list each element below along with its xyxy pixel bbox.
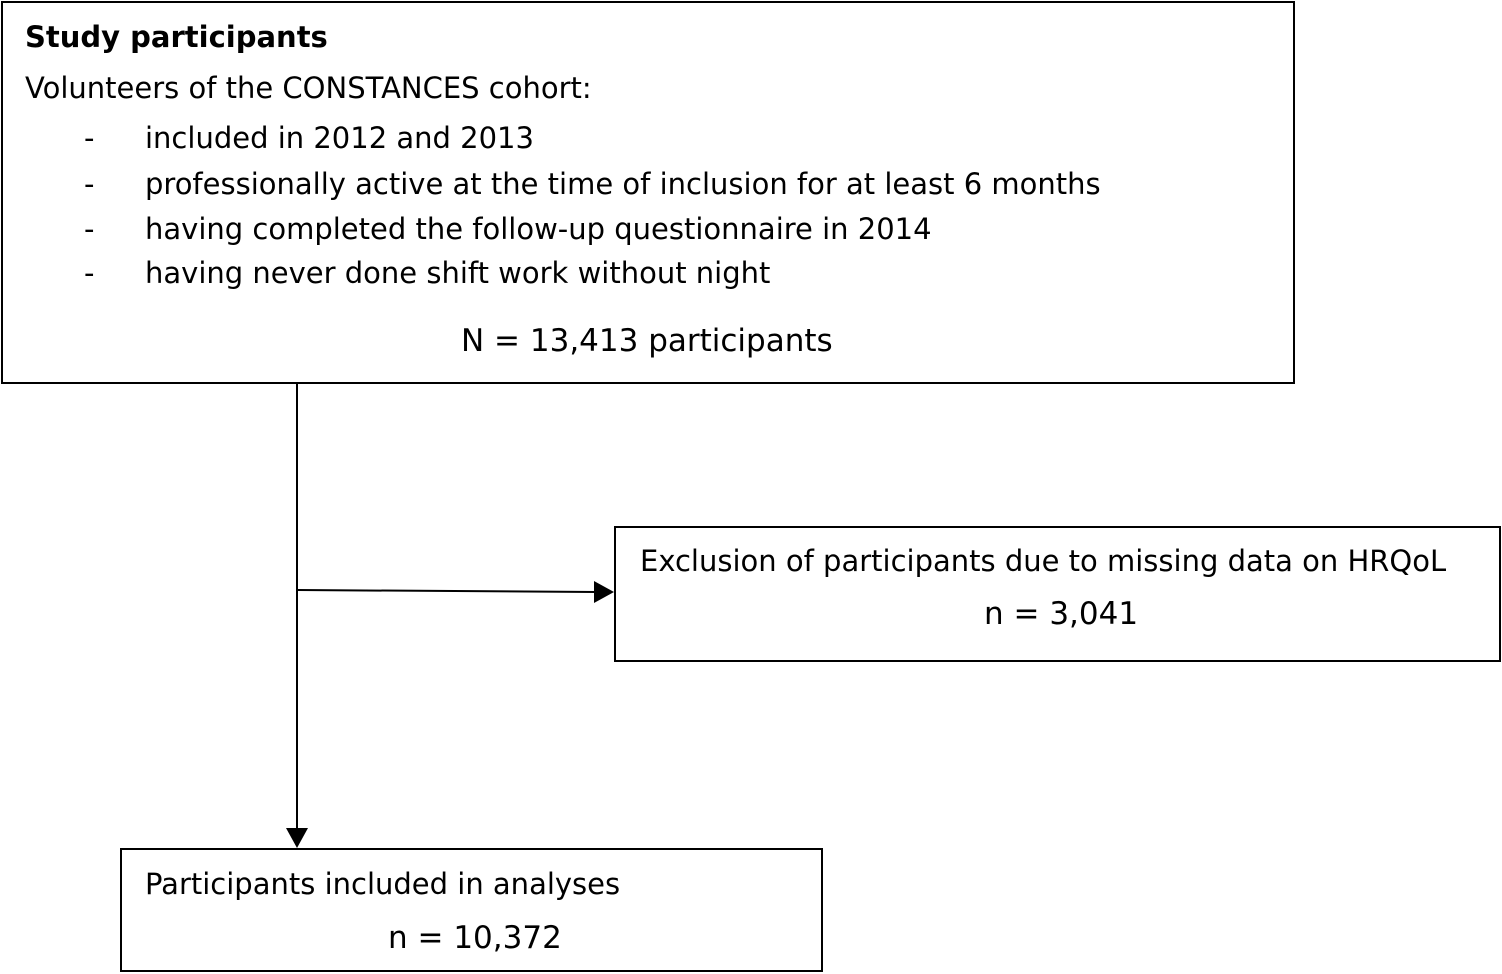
horizontal-connector bbox=[298, 590, 596, 592]
included-label: Participants included in analyses bbox=[145, 867, 621, 901]
included-count: n = 10,372 bbox=[388, 920, 562, 956]
exclusion-label: Exclusion of participants due to missing data on HRQoL bbox=[640, 544, 1447, 578]
bullet-marker: - bbox=[84, 256, 95, 290]
criterion-item: professionally active at the time of inclusion for at least 6 months bbox=[145, 167, 1101, 201]
arrowhead-right-icon bbox=[594, 581, 614, 603]
bullet-marker: - bbox=[84, 121, 95, 155]
criterion-item: having completed the follow-up questionnaire in 2014 bbox=[145, 212, 932, 246]
participants-intro: Volunteers of the CONSTANCES cohort: bbox=[25, 71, 592, 105]
criterion-item: included in 2012 and 2013 bbox=[145, 121, 534, 155]
exclusion-count: n = 3,041 bbox=[984, 596, 1139, 632]
arrowhead-down-icon bbox=[286, 828, 308, 848]
participants-count: N = 13,413 participants bbox=[461, 323, 833, 359]
criterion-item: having never done shift work without night bbox=[145, 256, 771, 290]
participants-heading: Study participants bbox=[25, 20, 328, 54]
bullet-marker: - bbox=[84, 212, 95, 246]
bullet-marker: - bbox=[84, 167, 95, 201]
